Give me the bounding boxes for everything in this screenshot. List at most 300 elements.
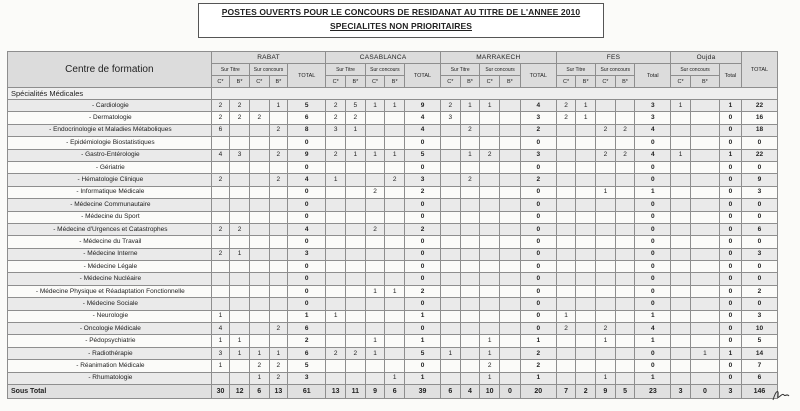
specialty-name: - Médecine Communautaire xyxy=(8,199,212,211)
total-cell: 0 xyxy=(635,137,671,149)
value-cell xyxy=(249,211,269,223)
total-cell: 1 xyxy=(635,186,671,198)
total-cell: 3 xyxy=(520,112,556,124)
value-cell xyxy=(576,323,596,335)
value-cell xyxy=(671,285,691,297)
value-cell xyxy=(326,161,346,173)
b-header: B* xyxy=(615,76,635,88)
value-cell xyxy=(500,261,521,273)
value-cell: 2 xyxy=(230,100,250,112)
value-cell xyxy=(615,211,635,223)
value-cell xyxy=(249,248,269,260)
c-header: C* xyxy=(365,76,385,88)
value-cell xyxy=(230,124,250,136)
value-cell: 2 xyxy=(326,100,346,112)
value-cell xyxy=(440,174,460,186)
value-cell xyxy=(440,285,460,297)
total-cell: 5 xyxy=(405,149,441,161)
total-cell: 0 xyxy=(635,298,671,310)
b-header: B* xyxy=(385,76,405,88)
value-cell xyxy=(671,199,691,211)
table-row xyxy=(8,298,778,310)
value-cell xyxy=(615,335,635,347)
value-cell xyxy=(615,298,635,310)
value-cell xyxy=(576,298,596,310)
total-cell: 4 xyxy=(405,124,441,136)
value-cell xyxy=(480,323,500,335)
value-cell xyxy=(480,199,500,211)
value-cell xyxy=(690,285,719,297)
city-header-oujda: Oujda xyxy=(671,52,742,64)
total-cell: 2 xyxy=(405,223,441,235)
value-cell xyxy=(671,124,691,136)
value-cell: 2 xyxy=(365,186,385,198)
sous-total-cell: 2 xyxy=(576,384,596,398)
value-cell: 2 xyxy=(346,347,366,359)
value-cell: 3 xyxy=(230,149,250,161)
value-cell xyxy=(326,248,346,260)
value-cell xyxy=(440,223,460,235)
value-cell xyxy=(615,236,635,248)
value-cell xyxy=(385,124,405,136)
sous-total-cell: 4 xyxy=(460,384,480,398)
value-cell xyxy=(269,161,288,173)
value-cell xyxy=(440,199,460,211)
value-cell xyxy=(211,186,230,198)
value-cell xyxy=(556,248,576,260)
value-cell: 1 xyxy=(269,347,288,359)
value-cell xyxy=(596,310,616,322)
sous-total-cell: 39 xyxy=(405,384,441,398)
value-cell xyxy=(460,310,480,322)
value-cell xyxy=(690,273,719,285)
value-cell xyxy=(500,124,521,136)
value-cell xyxy=(460,137,480,149)
value-cell xyxy=(365,199,385,211)
c-header: C* xyxy=(326,76,346,88)
value-cell: 1 xyxy=(326,174,346,186)
value-cell xyxy=(576,174,596,186)
total-cell: 0 xyxy=(288,137,326,149)
total-cell: 1 xyxy=(719,347,741,359)
value-cell xyxy=(671,161,691,173)
value-cell xyxy=(615,186,635,198)
value-cell xyxy=(500,335,521,347)
value-cell xyxy=(615,347,635,359)
total-cell: 2 xyxy=(520,360,556,372)
value-cell xyxy=(500,273,521,285)
value-cell xyxy=(326,211,346,223)
value-cell xyxy=(500,285,521,297)
table-row xyxy=(8,347,778,359)
value-cell xyxy=(326,285,346,297)
value-cell: 2 xyxy=(326,347,346,359)
value-cell xyxy=(556,186,576,198)
value-cell xyxy=(326,137,346,149)
value-cell xyxy=(480,186,500,198)
grand-total-cell: 5 xyxy=(741,335,777,347)
total-cell: 0 xyxy=(719,124,741,136)
total-cell: 1 xyxy=(635,310,671,322)
value-cell xyxy=(671,347,691,359)
sur-titre-header: Sur Titre xyxy=(556,64,595,76)
value-cell xyxy=(576,186,596,198)
value-cell xyxy=(480,273,500,285)
value-cell xyxy=(690,323,719,335)
value-cell xyxy=(365,248,385,260)
table-row xyxy=(8,161,778,173)
value-cell xyxy=(249,273,269,285)
value-cell xyxy=(576,149,596,161)
value-cell: 2 xyxy=(365,223,385,235)
value-cell xyxy=(615,100,635,112)
value-cell xyxy=(576,248,596,260)
grand-total-cell: 0 xyxy=(741,137,777,149)
value-cell xyxy=(230,137,250,149)
value-cell: 2 xyxy=(596,149,616,161)
value-cell: 2 xyxy=(596,323,616,335)
value-cell xyxy=(500,174,521,186)
value-cell: 2 xyxy=(269,360,288,372)
total-cell: 4 xyxy=(288,223,326,235)
total-cell: 0 xyxy=(405,211,441,223)
value-cell xyxy=(365,161,385,173)
value-cell: 1 xyxy=(365,100,385,112)
total-cell: 0 xyxy=(719,261,741,273)
grand-total-header: TOTAL xyxy=(741,52,777,88)
table-row xyxy=(8,261,778,273)
sous-total-cell: 3 xyxy=(671,384,691,398)
value-cell xyxy=(690,161,719,173)
sur-titre-header: Sur Titre xyxy=(211,64,249,76)
value-cell: 2 xyxy=(269,174,288,186)
value-cell xyxy=(249,285,269,297)
total-cell: 0 xyxy=(520,137,556,149)
value-cell: 2 xyxy=(211,174,230,186)
value-cell xyxy=(671,174,691,186)
total-cell: 0 xyxy=(719,335,741,347)
b-header: B* xyxy=(230,76,250,88)
positions-table xyxy=(7,51,778,399)
total-cell: 9 xyxy=(288,149,326,161)
value-cell xyxy=(690,298,719,310)
total-cell: 0 xyxy=(635,174,671,186)
value-cell xyxy=(385,310,405,322)
specialty-name: - Médecine Sociale xyxy=(8,298,212,310)
value-cell xyxy=(365,261,385,273)
grand-total-cell: 0 xyxy=(741,261,777,273)
value-cell xyxy=(500,100,521,112)
total-cell: 0 xyxy=(405,248,441,260)
value-cell xyxy=(326,223,346,235)
value-cell xyxy=(249,261,269,273)
value-cell xyxy=(346,298,366,310)
value-cell xyxy=(365,174,385,186)
value-cell xyxy=(365,211,385,223)
total-cell: 0 xyxy=(520,223,556,235)
document-title-box xyxy=(198,3,604,38)
value-cell xyxy=(440,273,460,285)
table-row xyxy=(8,223,778,235)
value-cell xyxy=(671,223,691,235)
sur-concours-header: Sur concours xyxy=(249,64,287,76)
sous-total-cell: 10 xyxy=(480,384,500,398)
value-cell: 1 xyxy=(249,372,269,384)
value-cell xyxy=(460,236,480,248)
total-cell: 0 xyxy=(719,174,741,186)
value-cell xyxy=(326,186,346,198)
value-cell: 3 xyxy=(211,347,230,359)
total-cell: 0 xyxy=(635,223,671,235)
value-cell xyxy=(596,100,616,112)
value-cell xyxy=(460,347,480,359)
specialty-name: - Médecine Physique et Réadaptation Fonctionnelle xyxy=(8,285,212,297)
specialty-name: - Gériatrie xyxy=(8,161,212,173)
value-cell xyxy=(230,310,250,322)
total-cell: 0 xyxy=(520,248,556,260)
specialty-name: - Rhumatologie xyxy=(8,372,212,384)
total-cell: 1 xyxy=(288,310,326,322)
value-cell xyxy=(596,161,616,173)
value-cell xyxy=(249,223,269,235)
value-cell xyxy=(269,223,288,235)
value-cell xyxy=(460,360,480,372)
total-cell: 0 xyxy=(405,323,441,335)
total-cell: 0 xyxy=(719,372,741,384)
value-cell: 1 xyxy=(326,310,346,322)
total-cell: 0 xyxy=(635,161,671,173)
value-cell xyxy=(230,360,250,372)
total-cell: 0 xyxy=(635,285,671,297)
value-cell: 1 xyxy=(385,100,405,112)
total-cell: 0 xyxy=(405,236,441,248)
table-row xyxy=(8,137,778,149)
value-cell xyxy=(576,199,596,211)
value-cell xyxy=(615,261,635,273)
value-cell: 2 xyxy=(460,124,480,136)
value-cell xyxy=(230,372,250,384)
value-cell: 1 xyxy=(576,112,596,124)
value-cell xyxy=(480,236,500,248)
sous-total-cell: 9 xyxy=(365,384,385,398)
value-cell: 1 xyxy=(556,310,576,322)
value-cell xyxy=(596,199,616,211)
value-cell xyxy=(326,372,346,384)
value-cell xyxy=(326,236,346,248)
total-cell: 0 xyxy=(520,310,556,322)
value-cell xyxy=(690,261,719,273)
total-cell: 2 xyxy=(520,174,556,186)
c-header: C* xyxy=(671,76,691,88)
total-cell: 1 xyxy=(405,335,441,347)
total-cell: 0 xyxy=(719,223,741,235)
value-cell: 4 xyxy=(211,149,230,161)
value-cell xyxy=(576,137,596,149)
value-cell xyxy=(365,298,385,310)
value-cell xyxy=(500,199,521,211)
total-cell: 1 xyxy=(520,335,556,347)
value-cell xyxy=(269,248,288,260)
value-cell xyxy=(346,285,366,297)
grand-total-cell: 0 xyxy=(741,211,777,223)
value-cell xyxy=(440,211,460,223)
value-cell xyxy=(230,211,250,223)
table-row xyxy=(8,248,778,260)
table-row xyxy=(8,199,778,211)
total-cell: 0 xyxy=(719,112,741,124)
c-header: C* xyxy=(480,76,500,88)
value-cell xyxy=(346,223,366,235)
value-cell: 1 xyxy=(365,285,385,297)
value-cell xyxy=(480,174,500,186)
value-cell xyxy=(556,285,576,297)
value-cell xyxy=(690,112,719,124)
c-header: C* xyxy=(596,76,616,88)
value-cell xyxy=(556,273,576,285)
total-cell: 0 xyxy=(288,236,326,248)
value-cell xyxy=(211,236,230,248)
table-row xyxy=(8,174,778,186)
value-cell xyxy=(556,161,576,173)
sous-total-cell: 12 xyxy=(230,384,250,398)
total-cell: 0 xyxy=(719,310,741,322)
value-cell xyxy=(440,236,460,248)
table-row xyxy=(8,236,778,248)
value-cell xyxy=(556,223,576,235)
sous-total-cell: 30 xyxy=(211,384,230,398)
value-cell: 1 xyxy=(576,100,596,112)
total-cell: 0 xyxy=(520,298,556,310)
total-cell: 2 xyxy=(520,124,556,136)
value-cell xyxy=(671,273,691,285)
value-cell xyxy=(440,149,460,161)
value-cell xyxy=(230,199,250,211)
total-cell: 4 xyxy=(520,100,556,112)
value-cell xyxy=(576,211,596,223)
value-cell xyxy=(480,285,500,297)
total-cell: 3 xyxy=(520,149,556,161)
c-header: C* xyxy=(440,76,460,88)
b-header: B* xyxy=(576,76,596,88)
value-cell: 2 xyxy=(615,149,635,161)
table-row xyxy=(8,335,778,347)
total-cell: 1 xyxy=(635,372,671,384)
value-cell xyxy=(269,285,288,297)
value-cell xyxy=(576,273,596,285)
total-header-marrakech: TOTAL xyxy=(520,64,556,88)
value-cell xyxy=(556,360,576,372)
value-cell xyxy=(211,261,230,273)
value-cell xyxy=(346,323,366,335)
total-cell: 0 xyxy=(635,211,671,223)
total-cell: 0 xyxy=(719,236,741,248)
value-cell xyxy=(690,236,719,248)
value-cell xyxy=(365,112,385,124)
value-cell xyxy=(615,372,635,384)
total-cell: 1 xyxy=(635,335,671,347)
value-cell xyxy=(671,372,691,384)
value-cell xyxy=(690,124,719,136)
value-cell xyxy=(440,261,460,273)
value-cell xyxy=(500,161,521,173)
table-row xyxy=(8,100,778,112)
value-cell xyxy=(346,137,366,149)
total-cell: 0 xyxy=(520,273,556,285)
value-cell xyxy=(211,285,230,297)
value-cell: 1 xyxy=(269,100,288,112)
specialty-name: - Hématologie Clinique xyxy=(8,174,212,186)
value-cell: 1 xyxy=(230,335,250,347)
total-cell: 5 xyxy=(288,360,326,372)
city-header-marrakech: MARRAKECH xyxy=(440,52,556,64)
table-row xyxy=(8,112,778,124)
value-cell xyxy=(576,372,596,384)
specialty-name: - Epidémiologie Biostatistiques xyxy=(8,137,212,149)
value-cell: 2 xyxy=(269,149,288,161)
value-cell xyxy=(249,174,269,186)
value-cell xyxy=(556,298,576,310)
value-cell xyxy=(211,273,230,285)
value-cell xyxy=(249,323,269,335)
value-cell xyxy=(671,248,691,260)
grand-total-cell: 3 xyxy=(741,310,777,322)
value-cell: 1 xyxy=(671,149,691,161)
sur-concours-header: Sur concours xyxy=(480,64,521,76)
table-row xyxy=(8,372,778,384)
sous-total-cell: 13 xyxy=(326,384,346,398)
value-cell xyxy=(385,273,405,285)
value-cell: 1 xyxy=(460,100,480,112)
value-cell xyxy=(690,149,719,161)
total-cell: 0 xyxy=(288,285,326,297)
value-cell xyxy=(500,298,521,310)
value-cell xyxy=(500,360,521,372)
value-cell xyxy=(385,323,405,335)
total-cell: 4 xyxy=(288,174,326,186)
value-cell: 1 xyxy=(385,149,405,161)
value-cell xyxy=(671,186,691,198)
value-cell xyxy=(576,261,596,273)
specialty-name: - Médecine du Travail xyxy=(8,236,212,248)
value-cell xyxy=(460,186,480,198)
value-cell xyxy=(596,248,616,260)
grand-total-cell: 6 xyxy=(741,223,777,235)
value-cell xyxy=(690,360,719,372)
value-cell xyxy=(690,137,719,149)
value-cell xyxy=(230,323,250,335)
sur-concours-header: Sur concours xyxy=(596,64,635,76)
total-cell: 9 xyxy=(405,100,441,112)
value-cell xyxy=(671,261,691,273)
value-cell xyxy=(249,236,269,248)
specialty-name: - Neurologie xyxy=(8,310,212,322)
specialty-name: - Oncologie Médicale xyxy=(8,323,212,335)
value-cell xyxy=(211,211,230,223)
value-cell xyxy=(385,186,405,198)
value-cell xyxy=(385,360,405,372)
value-cell xyxy=(365,236,385,248)
value-cell: 1 xyxy=(460,149,480,161)
grand-total-cell: 16 xyxy=(741,112,777,124)
value-cell xyxy=(576,223,596,235)
value-cell xyxy=(671,211,691,223)
value-cell xyxy=(556,149,576,161)
value-cell: 1 xyxy=(596,335,616,347)
value-cell xyxy=(211,298,230,310)
value-cell: 1 xyxy=(346,124,366,136)
value-cell xyxy=(346,174,366,186)
value-cell xyxy=(500,186,521,198)
